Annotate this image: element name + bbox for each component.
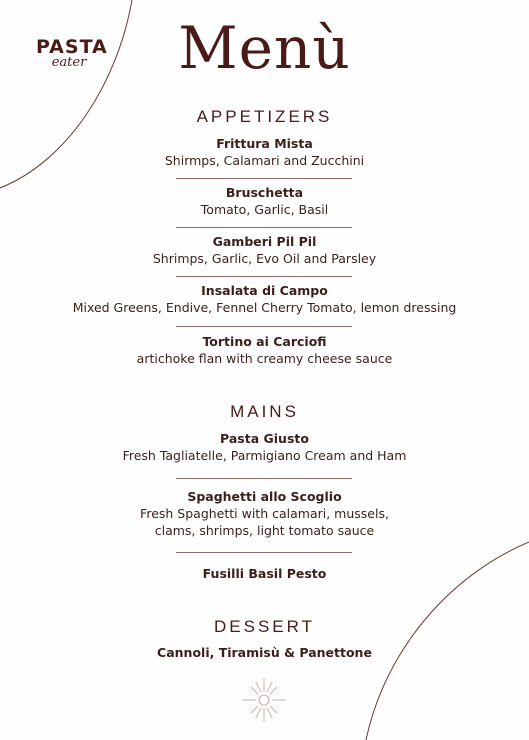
item-name: Insalata di Campo — [201, 283, 328, 298]
section-title-dessert: DESSERT — [214, 617, 315, 636]
item-desc: Shirmps, Calamari and Zucchini — [164, 153, 365, 168]
item-desc: Shrimps, Garlic, Evo Oil and Parsley — [152, 251, 377, 266]
divider — [176, 326, 352, 327]
menu-item — [0, 565, 529, 582]
item-name: Fusilli Basil Pesto — [202, 566, 327, 581]
menu-item — [0, 184, 529, 218]
divider — [176, 552, 352, 553]
menu-item — [0, 135, 529, 169]
item-name: Spaghetti allo Scoglio — [187, 489, 342, 504]
divider — [176, 227, 352, 228]
menu-item — [0, 430, 529, 464]
page-title: Menù — [178, 14, 351, 82]
divider — [176, 178, 352, 179]
item-desc: Fresh Spaghetti with calamari, mussels, — [140, 506, 389, 521]
section-title-appetizers: APPETIZERS — [196, 107, 333, 126]
item-name: Cannoli, Tiramisù & Panettone — [157, 645, 372, 660]
item-name: Bruschetta — [225, 185, 304, 200]
divider — [176, 478, 352, 479]
menu-item — [0, 333, 529, 367]
menu-item — [0, 282, 529, 316]
item-name: Tortino ai Carciofi — [202, 334, 327, 349]
item-desc: clams, shrimps, light tomato sauce — [154, 523, 375, 538]
logo-pasta-text: PASTA — [36, 36, 108, 58]
item-desc: Fresh Tagliatelle, Parmigiano Cream and Ham — [122, 448, 407, 463]
item-desc: Tomato, Garlic, Basil — [200, 202, 329, 217]
item-name: Pasta Giusto — [220, 431, 309, 446]
sun-ornament-icon — [240, 676, 288, 724]
logo-eater-text: eater — [51, 55, 87, 70]
item-desc: artichoke flan with creamy cheese sauce — [136, 351, 393, 366]
item-name: Frittura Mista — [216, 136, 313, 151]
menu-item — [0, 233, 529, 267]
section-title-mains: MAINS — [230, 402, 299, 421]
item-name: Gamberi Pil Pil — [212, 234, 317, 249]
menu-item — [0, 488, 529, 539]
menu-item — [0, 644, 529, 661]
item-desc: Mixed Greens, Endive, Fennel Cherry Tomato, lemon dressing — [72, 300, 457, 315]
divider — [176, 276, 352, 277]
